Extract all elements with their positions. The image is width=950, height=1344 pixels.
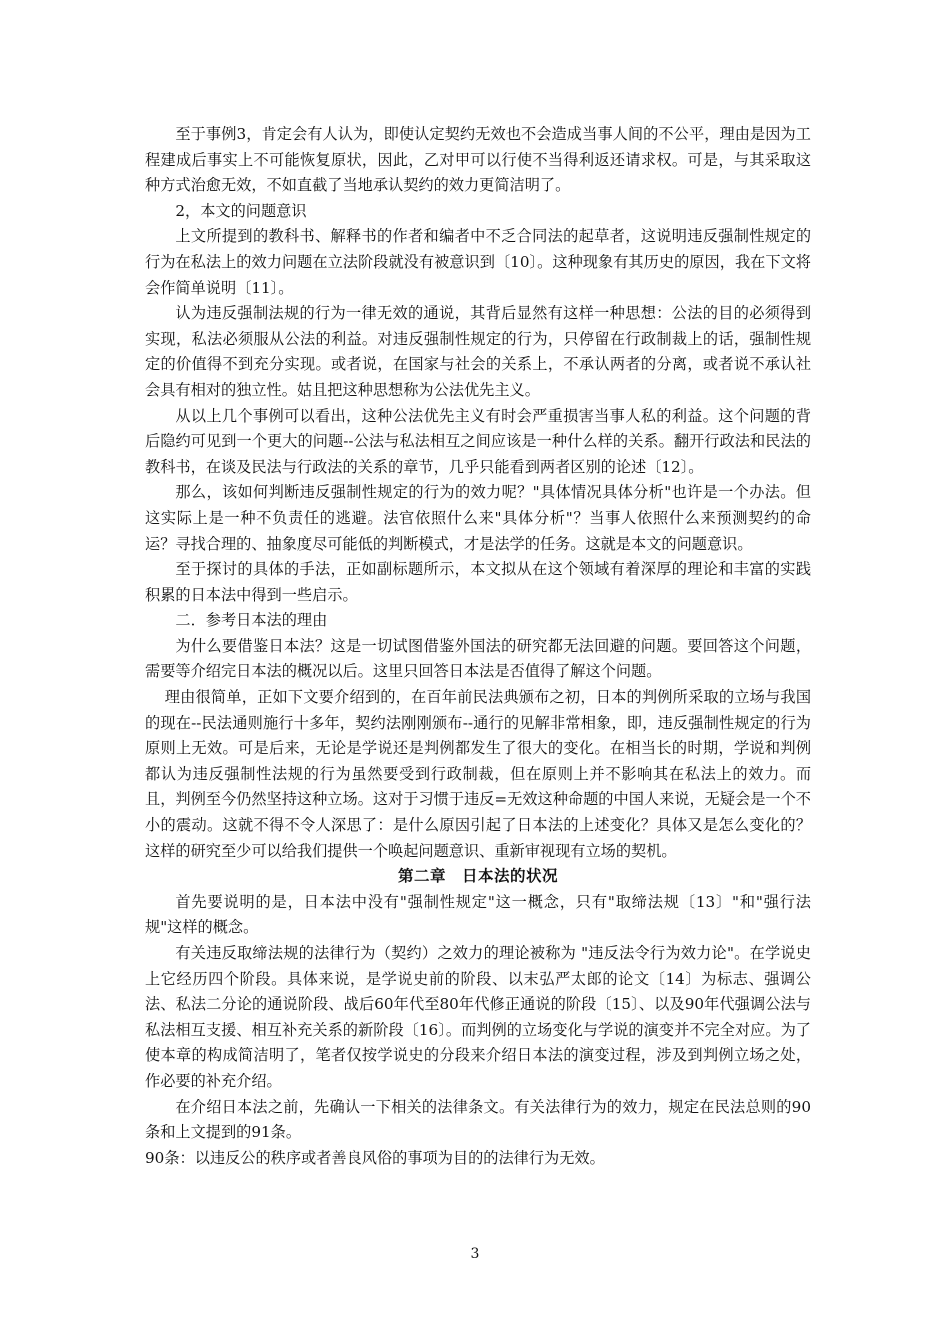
paragraph: 理由很简单，正如下文要介绍到的，在百年前民法典颁布之初，日本的判例所采取的立场与我国的现在--民法通则施行十多年，契约法刚刚颁布--通行的见解非常相象，即，违反强制性规定的行为原则上无效。可是后来，无论是学说还是判例都发生了很大的变化。在相当长的时期，学说和判例都认为违反强制性法规的行为虽然要受到行政制裁，但在原则上并不影响其在私法上的效力。而且，判例至今仍然坚持这种立场。这对于习惯于违反=无效这种命题的中国人来说，无疑会是一个不小的震动。这就不得不令人深思了：是什么原因引起了日本法的上述变化？具体又是怎么变化的？这样的研究至少可以给我们提供一个唤起问题意识、重新审视现有立场的契机。 [145,688,811,860]
paragraph: 在介绍日本法之前，先确认一下相关的法律条文。有关法律行为的效力，规定在民法总则的90条和上文提到的91条。 [145,1097,811,1142]
paragraph: 至于事例3，肯定会有人认为，即使认定契约无效也不会造成当事人间的不公平，理由是因为工程建成后事实上不可能恢复原状，因此，乙对甲可以行使不当得利返还请求权。可是，与其采取这种方式治愈无效，不如直截了当地承认契约的效力更简洁明了。 [145,125,811,195]
section-heading: 二．参考日本法的理由 [175,611,328,630]
paragraph: 首先要说明的是，日本法中没有"强制性规定"这一概念，只有"取缔法规〔13〕"和"强行法规"这样的概念。 [145,892,811,937]
paragraph: 上文所提到的教科书、解释书的作者和编者中不乏合同法的起草者，这说明违反强制性规定的行为在私法上的效力问题在立法阶段就没有被意识到〔10〕。这种现象有其历史的原因，我在下文将会作简单说明〔11〕。 [145,227,811,297]
chapter-title: 第二章 日本法的状况 [397,867,558,886]
paragraph: 认为违反强制法规的行为一律无效的通说，其背后显然有这样一种思想：公法的目的必须得到实现，私法必须服从公法的利益。对违反强制性规定的行为，只停留在行政制裁上的话，强制性规定的价值得不到充分实现。或者说，在国家与社会的关系上，不承认两者的分离，或者说不承认社会具有相对的独立性。姑且把这种思想称为公法优先主义。 [145,304,811,399]
document-body [145,122,811,1171]
page-number: 3 [470,1246,480,1262]
paragraph: 为什么要借鉴日本法？这是一切试图借鉴外国法的研究都无法回避的问题。要回答这个问题，需要等介绍完日本法的概况以后。这里只回答日本法是否值得了解这个问题。 [145,636,811,681]
section-heading: 2，本文的问题意识 [175,201,307,220]
paragraph: 至于探讨的具体的手法，正如副标题所示，本文拟从在这个领域有着深厚的理论和丰富的实践积累的日本法中得到一些启示。 [145,560,811,604]
law-article: 90条：以违反公的秩序或者善良风俗的事项为目的的法律行为无效。 [145,1148,605,1167]
paragraph: 从以上几个事例可以看出，这种公法优先主义有时会严重损害当事人私的利益。这个问题的背后隐约可见到一个更大的问题--公法与私法相互之间应该是一种什么样的关系。翻开行政法和民法的教科书，在谈及民法与行政法的关系的章节，几乎只能看到两者区别的论述〔12〕。 [145,406,811,476]
paragraph: 那么，该如何判断违反强制性规定的行为的效力呢？"具体情况具体分析"也许是一个办法。但这实际上是一种不负责任的逃避。法官依照什么来"具体分析"？当事人依照什么来预测契约的命运？寻找合理的、抽象度尽可能低的判断模式，才是法学的任务。这就是本文的问题意识。 [145,483,811,553]
paragraph: 有关违反取缔法规的法律行为（契约）之效力的理论被称为 "违反法令行为效力论"。在学说史上它经历四个阶段。具体来说，是学说史前的阶段、以末弘严太郎的论文〔14〕为标志、强调公法、私法二分论的通说阶段、战后60年代至80年代修正通说的阶段〔15〕、以及90年代强调公法与私法相互支援、相互补充关系的新阶段〔16〕。而判例的立场变化与学说的演变并不完全对应。为了使本章的构成简洁明了，笔者仅按学说史的分段来介绍日本法的演变过程，涉及到判例立场之处，作必要的补充介绍。 [145,944,811,1090]
